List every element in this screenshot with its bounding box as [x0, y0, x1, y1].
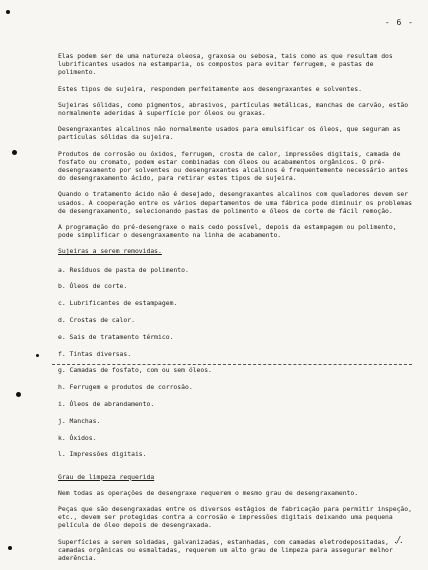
list-item: g. Camadas de fosfato, com ou sem óleos. [58, 366, 212, 375]
section-heading: Grau de limpeza requerida [58, 472, 155, 481]
list-item: e. Sais de tratamento térmico. [58, 332, 174, 341]
list-item: l. Impressões digitais. [58, 450, 147, 459]
list-item: k. Óxidos. [58, 433, 97, 442]
paragraph: Peças que são desengraxadas entre os diversos estágios de fabricação para permitir inspeção, etc., devem ser protegidas contra a corrosão e impressões digitais deixando uma pequena película de óleo depois de desengraxada. [58, 505, 412, 530]
paragraph: Nem todas as operações de desengraxe requerem o mesmo grau de desengraxamento. [58, 488, 359, 497]
paragraph: Estes tipos de sujeira, respondem perfeitamente aos desengraxantes e solventes. [58, 84, 362, 93]
paragraph: Produtos de corrosão ou óxidos, ferrugem, crosta de calor, impressões digitais, camada de fosfato ou cromato, podem estar combinadas com óleos ou acabamentos orgânicos. O pré-desengraxamento por solventes ou desengraxantes alcalinos é frequentemente necessário antes do desengraxamento ácido, para retirar estes tipos de sujeira. [58, 149, 409, 183]
punch-hole-mark [8, 546, 12, 550]
punch-hole-mark [12, 150, 17, 155]
dirt-types-list [58, 266, 413, 459]
paragraph: Desengraxantes alcalinos não normalmente usados para emulsificar os óleos, que seguram as partículas sólidas da sujeira. [58, 125, 401, 142]
end-mark: ./. [394, 536, 403, 546]
paragraph: Sujeiras sólidas, como pigmentos, abrasivos, partículas metálicas, manchas de carvão, estão normalmente aderidas à superfície por óleos ou graxas. [58, 100, 409, 118]
list-item: h. Ferrugem e produtos de corrosão. [58, 383, 193, 392]
list-item: a. Resíduos de pasta de polimento. [58, 265, 189, 274]
list-heading: Sujeiras a serem removidas. [58, 247, 162, 256]
paragraph: A programação do pré-desengraxe o mais cedo possível, depois da estampagem ou polimento, pode simplificar o desengraxamento na linha de acabamento. [58, 223, 397, 240]
list-item: c. Lubrificantes de estampagem. [58, 299, 178, 308]
paragraph: Elas podem ser de uma natureza oleosa, graxosa ou sebosa, tais como as que resultam dos lubrificantes usados na estamparia, os compostos para evitar ferrugem, e pastas de polimento. [58, 52, 393, 77]
punch-hole-mark [6, 10, 10, 14]
punch-hole-mark [16, 392, 21, 397]
document-body [58, 52, 413, 570]
list-item: i. Óleos de abrandamento. [58, 400, 155, 409]
list-item: b. Óleos de corte. [58, 282, 128, 291]
paragraph: Quando o tratamento ácido não é desejado, desengraxantes alcalinos com queladores devem ser usados. A cooperação entre os vários departamentos de uma fábrica pode diminuir os problemas de desengraxamento, selecionando pastas de polimento e óleos de corte de fácil remoção. [58, 190, 412, 215]
list-item: j. Manchas. [58, 416, 101, 425]
list-item: f. Tintas diversas. [58, 349, 132, 358]
list-item: d. Crostas de calor. [58, 316, 135, 325]
paragraph: Superfícies a serem soldadas, galvanizadas, estanhadas, com camadas eletrodepositadas, camadas orgânicas ou esmaltadas, requerem um alto grau de limpeza para assegurar melhor aderência. [58, 537, 393, 563]
punch-hole-mark [36, 354, 39, 357]
page-number: - 6 - [384, 18, 414, 27]
